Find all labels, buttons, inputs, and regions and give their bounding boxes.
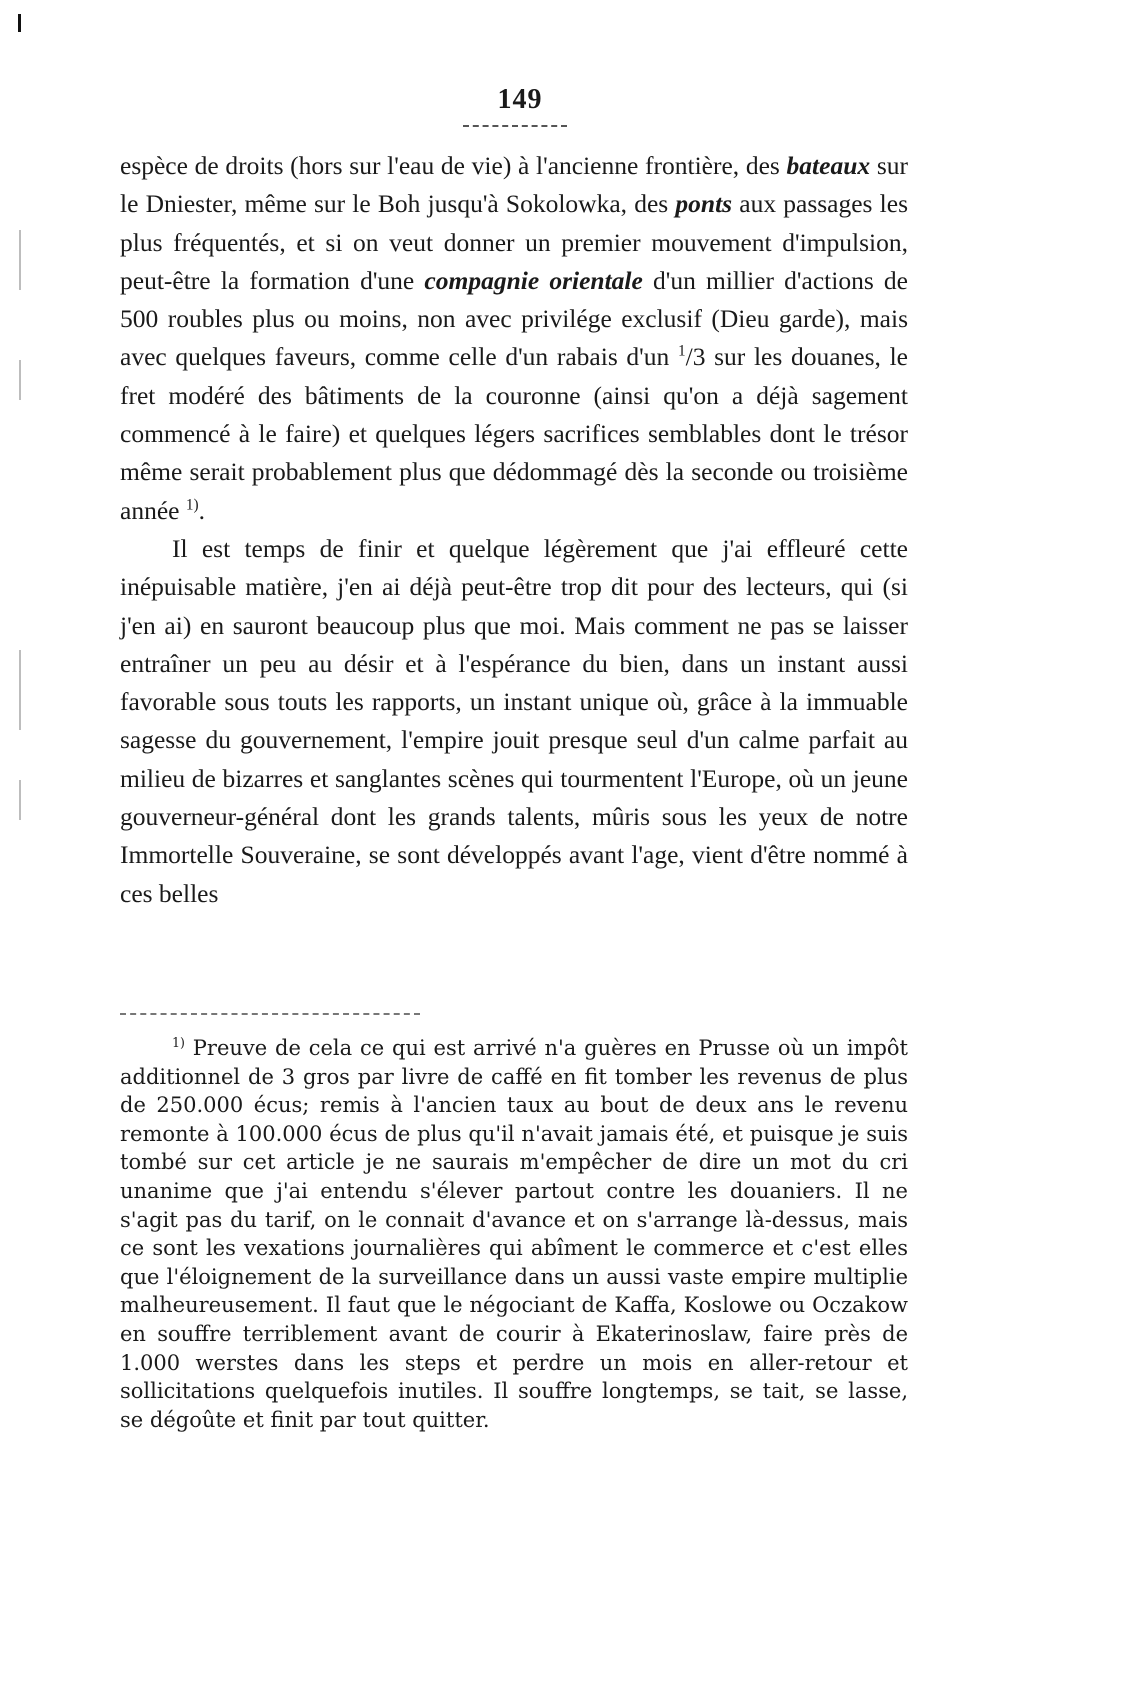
scan-edge-mark bbox=[19, 650, 21, 730]
text-run: aux passages les plus fréquentés, et si on veut donner un premier mouvement d'impulsion, peut-être la formation d'une bbox=[120, 189, 908, 295]
paragraph-1 bbox=[120, 147, 908, 530]
fraction-denominator: /3 bbox=[685, 342, 706, 372]
italic-term: ponts bbox=[675, 189, 733, 219]
header-rule bbox=[463, 125, 567, 127]
text-run: sur les douanes, le fret modéré des bâtiments de la couronne (ainsi qu'on a déjà sagement commencé à le faire) et quelques légers sacrifices semblables dont le trésor même serait probablement plus que dédommagé dès la seconde ou troisième année bbox=[120, 342, 908, 525]
text-run: d'un millier d'actions de 500 roubles plus ou moins, non avec privilége exclusif (Dieu garde), mais avec quelques faveurs, comme celle d'un rabais d'un bbox=[120, 265, 908, 372]
footnote-text: Preuve de cela ce qui est arrivé n'a guères en Prusse où un impôt additionnel de 3 gros par livre de caffé en fit tomber les revenus de plus de 250.000 écus; remis à l'ancien taux au bout de deux ans le revenu remonte à 100.000 écus de plus qu'il n'avait jamais été, et puisque je suis tombé sur cet article je ne saurais m'empêcher de dire un mot du cri unanime que j'ai entendu s'élever partout contre les douaniers. Il ne s'agit pas du tarif, on le connait d'avance et on s'arrange là-dessus, mais ce sont les vexations journalières qui abîment le commerce et c'est elles que l'éloignement de la surveillance dans un aussi vaste empire multiplie malheureusement. Il faut que le négociant de Kaffa, Koslowe ou Oczakow en souffre terriblement avant de courir à Ekaterinoslaw, faire près de 1.000 werstes dans les steps et perdre un mois en aller-retour et sollicitations quelquefois inutiles. Il souffre longtemps, se tait, se lasse, se dégoûte et finit par tout quitter. bbox=[120, 1036, 908, 1432]
text-run: espèce de droits (hors sur l'eau de vie) à l'ancienne frontière, des bbox=[120, 151, 787, 180]
footnote-rule bbox=[120, 1013, 420, 1015]
main-text bbox=[120, 147, 908, 913]
italic-term: compagnie orientale bbox=[424, 265, 643, 295]
scan-edge-mark bbox=[19, 780, 21, 820]
paragraph-2: Il est temps de finir et quelque légèrement que j'ai effleuré cette inépuisable matière, j'en ai déjà peut-être trop dit pour des lecteurs, qui (si j'en ai) en sauront beaucoup plus que moi. Mais comment ne pas se laisser entraîner un peu au désir et à l'espérance du bien, dans un instant aussi favorable sous touts les rapports, un instant unique où, grâce à la immuable sagesse du gouvernement, l'empire jouit presque seul d'un calme parfait au milieu de bizarres et sanglantes scènes qui tourmentent l'Europe, où un jeune gouverneur-général dont les grands talents, mûris sous les yeux de notre Immortelle Souveraine, se sont développés avant l'age, vient d'être nommé à ces belles bbox=[120, 533, 908, 908]
text-run: sur le Dniester, même sur le Boh jusqu'à Sokolowka, des bbox=[120, 151, 909, 219]
scan-edge-mark bbox=[19, 230, 21, 290]
footnote-marker: 1) bbox=[172, 1035, 185, 1050]
fraction-numerator: 1 bbox=[677, 342, 686, 360]
footnote-reference: 1) bbox=[185, 496, 199, 514]
margin-mark bbox=[18, 14, 21, 32]
text-run: . bbox=[198, 495, 205, 525]
footnote bbox=[120, 1034, 908, 1434]
italic-term: bateaux bbox=[786, 151, 871, 180]
page-number: 149 bbox=[497, 84, 543, 115]
scan-edge-mark bbox=[19, 360, 21, 400]
footnote-paragraph bbox=[120, 1034, 908, 1434]
